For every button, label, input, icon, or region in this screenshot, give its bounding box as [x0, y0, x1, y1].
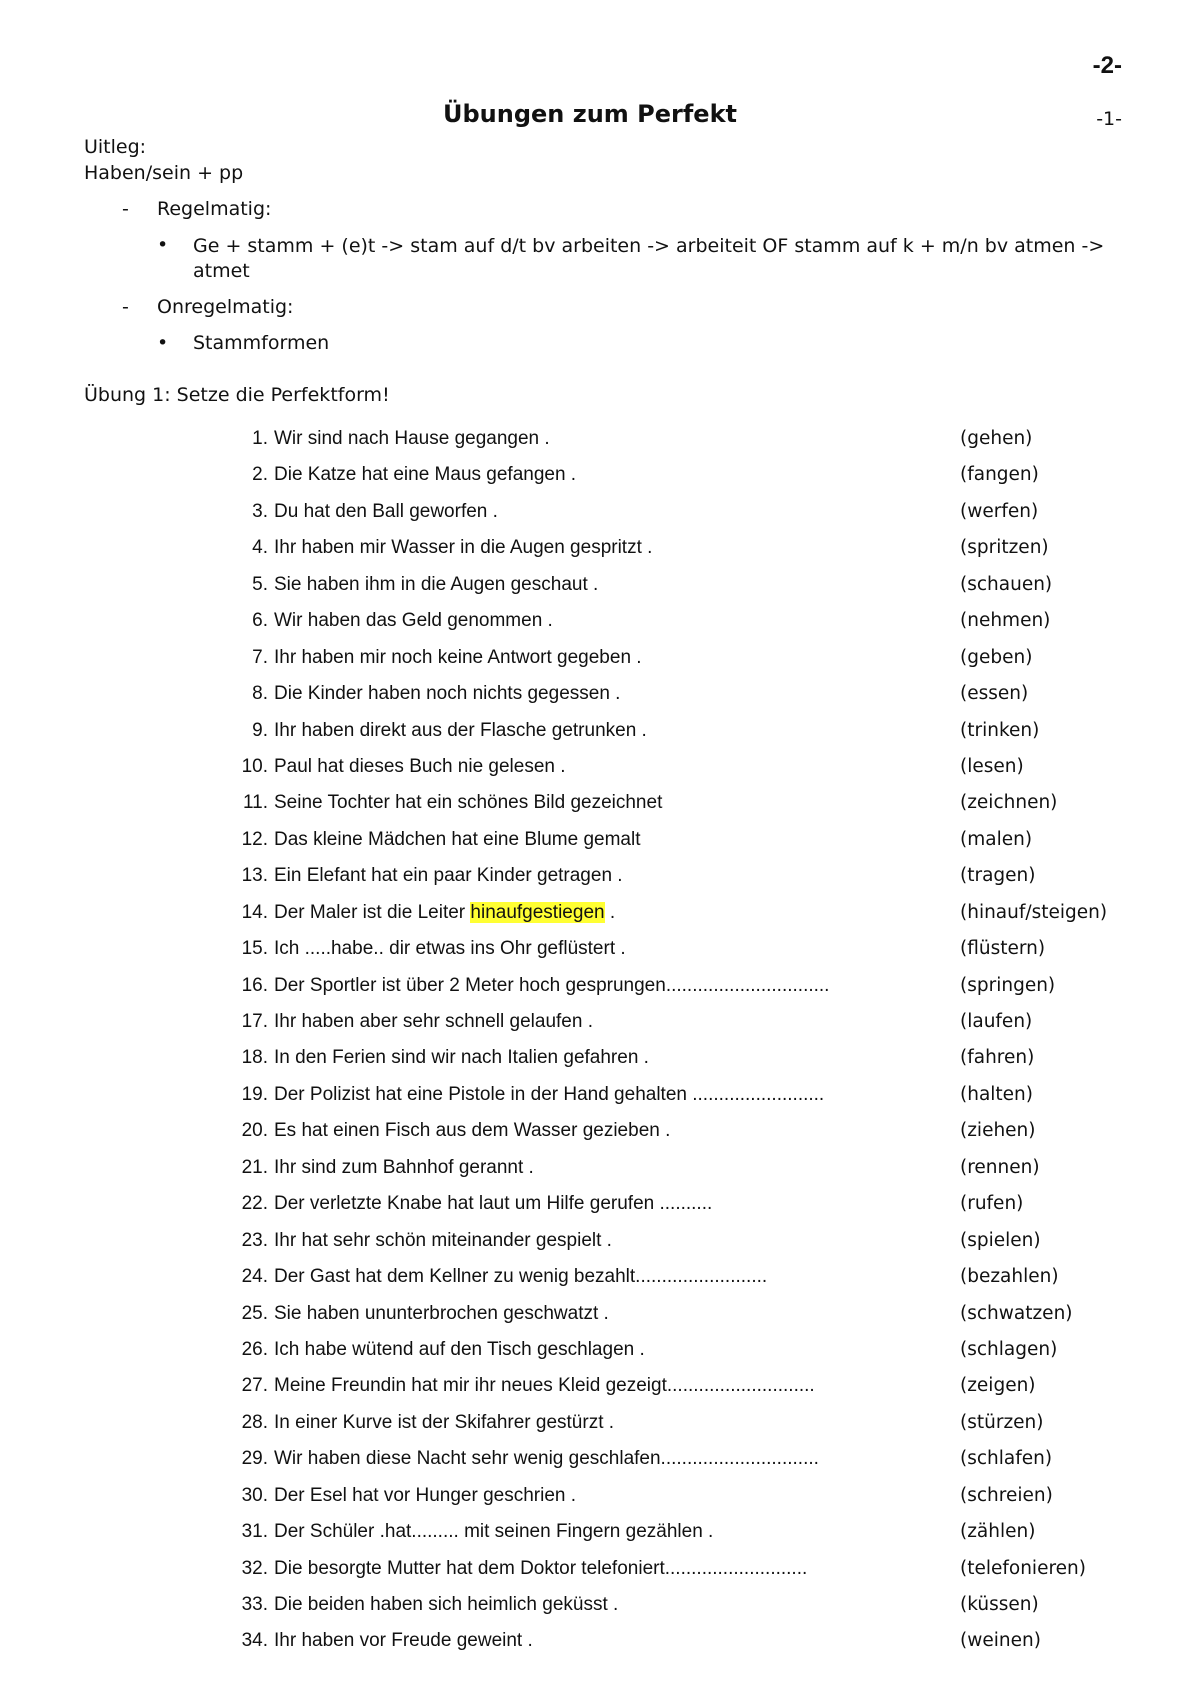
- item-infinitive: (fangen): [960, 464, 1039, 486]
- item-infinitive: (geben): [960, 646, 1033, 668]
- explanation-formula: Haben/sein + pp: [84, 162, 244, 184]
- list-item: [0, 1011, 1200, 1047]
- list-item: [0, 1084, 1200, 1120]
- item-sentence: In den Ferien sind wir nach Italien gefahren .: [274, 1047, 649, 1069]
- item-number: 9.: [252, 719, 268, 741]
- item-infinitive: (weinen): [960, 1630, 1041, 1652]
- item-number: 12.: [241, 828, 268, 850]
- irregular-label: Onregelmatig:: [157, 296, 294, 318]
- item-sentence: Seine Tochter hat ein schönes Bild gezeichnet: [274, 792, 663, 814]
- list-item: [0, 1193, 1200, 1229]
- item-number: 13.: [241, 865, 268, 887]
- item-sentence: Die Kinder haben noch nichts gegessen .: [274, 683, 621, 705]
- item-infinitive: (schlafen): [960, 1448, 1053, 1470]
- list-item: [0, 792, 1200, 828]
- item-infinitive: (spielen): [960, 1229, 1041, 1251]
- item-number: 6.: [252, 610, 268, 632]
- item-sentence: Ihr sind zum Bahnhof gerannt .: [274, 1156, 534, 1178]
- item-infinitive: (tragen): [960, 865, 1036, 887]
- regular-label: Regelmatig:: [157, 198, 272, 220]
- list-dash: -: [122, 198, 129, 220]
- list-item: [0, 829, 1200, 865]
- item-number: 29.: [241, 1448, 268, 1470]
- item-infinitive: (fahren): [960, 1047, 1035, 1069]
- item-number: 16.: [241, 974, 268, 996]
- list-item: [0, 610, 1200, 646]
- item-number: 4.: [252, 537, 268, 559]
- item-sentence: [274, 902, 954, 924]
- list-dash: -: [122, 296, 129, 318]
- item-infinitive: (halten): [960, 1083, 1033, 1105]
- item-number: 20.: [241, 1120, 268, 1142]
- item-sentence: Sie haben ununterbrochen geschwatzt .: [274, 1302, 609, 1324]
- list-item: [0, 501, 1200, 537]
- item-infinitive: (küssen): [960, 1594, 1039, 1615]
- list-item: [0, 683, 1200, 719]
- item-sentence: Es hat einen Fisch aus dem Wasser gezieben .: [274, 1120, 671, 1142]
- item-number: 24.: [241, 1266, 268, 1288]
- item-number: 18.: [241, 1047, 268, 1069]
- list-item: [0, 1375, 1200, 1411]
- item-number: 5.: [252, 573, 268, 595]
- item-infinitive: (ziehen): [960, 1120, 1036, 1142]
- item-sentence: Du hat den Ball geworfen .: [274, 500, 498, 522]
- page-title: Übungen zum Perfekt: [442, 100, 737, 128]
- list-item: [0, 756, 1200, 792]
- list-item: [0, 1630, 1200, 1666]
- item-number: 23.: [241, 1229, 268, 1251]
- list-item: [0, 1448, 1200, 1484]
- item-infinitive: (zählen): [960, 1521, 1036, 1543]
- item-number: 25.: [241, 1302, 268, 1324]
- item-number: 17.: [241, 1011, 268, 1032]
- item-number: 33.: [241, 1594, 268, 1615]
- item-sentence: Meine Freundin hat mir ihr neues Kleid gezeigt............................: [274, 1375, 815, 1397]
- item-infinitive: (rennen): [960, 1156, 1040, 1178]
- list-item: [0, 1521, 1200, 1557]
- item-number: 14.: [241, 901, 268, 923]
- item-sentence: Ihr haben vor Freude geweint .: [274, 1630, 533, 1652]
- item-sentence: Die beiden haben sich heimlich geküsst .: [274, 1594, 619, 1615]
- item-number: 7.: [252, 646, 268, 668]
- item-number: 28.: [241, 1411, 268, 1433]
- item-infinitive: (spritzen): [960, 537, 1049, 559]
- item-sentence: Ich habe wütend auf den Tisch geschlagen .: [274, 1338, 645, 1360]
- item-sentence: Paul hat dieses Buch nie gelesen .: [274, 755, 566, 777]
- item-infinitive: (werfen): [960, 500, 1039, 522]
- item-sentence: Ihr haben mir noch keine Antwort gegeben .: [274, 646, 642, 668]
- item-infinitive: (telefonieren): [960, 1557, 1086, 1579]
- item-sentence: Die besorgte Mutter hat dem Doktor telefoniert...........................: [274, 1557, 808, 1579]
- item-sentence: Wir haben diese Nacht sehr wenig geschlafen..............................: [274, 1448, 819, 1470]
- item-number: 2.: [252, 464, 268, 486]
- item-infinitive: (bezahlen): [960, 1266, 1059, 1288]
- item-infinitive: (essen): [960, 683, 1029, 705]
- item-infinitive: (stürzen): [960, 1411, 1044, 1433]
- list-item: [0, 938, 1200, 974]
- item-sentence: Ihr haben direkt aus der Flasche getrunken .: [274, 719, 647, 741]
- list-item: [0, 1047, 1200, 1083]
- sentence-text: .: [604, 901, 616, 923]
- item-number: 30.: [241, 1484, 268, 1506]
- list-item: [0, 1339, 1200, 1375]
- item-number: 3.: [252, 500, 268, 522]
- item-infinitive: (trinken): [960, 719, 1040, 741]
- item-number: 22.: [241, 1193, 268, 1215]
- page-number-top: -2-: [1092, 52, 1122, 79]
- item-sentence: Ihr hat sehr schön miteinander gespielt .: [274, 1229, 612, 1251]
- list-item: [0, 1594, 1200, 1630]
- item-sentence: Der Esel hat vor Hunger geschrien .: [274, 1484, 577, 1506]
- item-infinitive: (laufen): [960, 1011, 1033, 1032]
- list-item: [0, 865, 1200, 901]
- item-number: 27.: [241, 1375, 268, 1397]
- item-sentence: In einer Kurve ist der Skifahrer gestürzt .: [274, 1411, 615, 1433]
- highlighted-answer: hinaufgestiegen: [470, 901, 605, 923]
- item-infinitive: (malen): [960, 828, 1033, 850]
- list-item: [0, 1303, 1200, 1339]
- item-sentence: Der Gast hat dem Kellner zu wenig bezahlt.........................: [274, 1266, 768, 1288]
- list-item: [0, 574, 1200, 610]
- item-infinitive: (schlagen): [960, 1338, 1058, 1360]
- item-infinitive: (nehmen): [960, 610, 1051, 632]
- item-infinitive: (zeichnen): [960, 792, 1058, 814]
- item-number: 34.: [241, 1630, 268, 1652]
- explanation-heading: Uitleg:: [84, 136, 147, 158]
- item-sentence: Der verletzte Knabe hat laut um Hilfe gerufen ..........: [274, 1193, 713, 1215]
- item-number: 32.: [241, 1557, 268, 1579]
- item-sentence: Der Schüler .hat......... mit seinen Fingern gezählen .: [274, 1521, 714, 1543]
- sentence-text: Der Maler ist die Leiter: [274, 901, 471, 923]
- list-item: [0, 1266, 1200, 1302]
- exercise-list: [0, 428, 1200, 1667]
- item-infinitive: (rufen): [960, 1193, 1024, 1215]
- item-number: 11.: [242, 792, 268, 814]
- item-sentence: Ein Elefant hat ein paar Kinder getragen .: [274, 865, 623, 887]
- item-sentence: Die Katze hat eine Maus gefangen .: [274, 464, 577, 486]
- bullet-icon: •: [157, 332, 169, 354]
- list-item: [0, 537, 1200, 573]
- exercise-heading: Übung 1: Setze die Perfektform!: [84, 384, 390, 406]
- item-number: 1.: [252, 428, 268, 449]
- item-sentence: Sie haben ihm in die Augen geschaut .: [274, 573, 599, 595]
- regular-rule: Ge + stamm + (e)t -> stam auf d/t bv arbeiten -> arbeiteit OF stamm auf k + m/n bv atmen -> atmet: [193, 235, 1105, 282]
- item-number: 10.: [241, 755, 268, 777]
- item-number: 31.: [241, 1521, 268, 1543]
- item-infinitive: (gehen): [960, 428, 1033, 449]
- item-sentence: Das kleine Mädchen hat eine Blume gemalt: [274, 828, 641, 850]
- list-item: [0, 1558, 1200, 1594]
- item-sentence: Der Sportler ist über 2 Meter hoch gesprungen...............................: [274, 974, 830, 996]
- item-sentence: Wir sind nach Hause gegangen .: [274, 428, 550, 449]
- item-number: 15.: [241, 938, 268, 960]
- item-infinitive: (springen): [960, 974, 1056, 996]
- item-infinitive: (flüstern): [960, 938, 1046, 960]
- item-sentence: Ich .....habe.. dir etwas ins Ohr geflüstert .: [274, 938, 626, 960]
- item-infinitive: (zeigen): [960, 1375, 1036, 1397]
- item-number: 21.: [241, 1156, 268, 1178]
- list-item: [0, 1230, 1200, 1266]
- item-sentence: Wir haben das Geld genommen .: [274, 610, 553, 632]
- list-item: [0, 1120, 1200, 1156]
- item-sentence: Der Polizist hat eine Pistole in der Hand gehalten .........................: [274, 1083, 825, 1105]
- list-item: [0, 1485, 1200, 1521]
- irregular-rule: Stammformen: [193, 332, 330, 354]
- item-sentence: Ihr haben aber sehr schnell gelaufen .: [274, 1011, 593, 1032]
- item-infinitive: (hinauf/steigen): [960, 901, 1108, 923]
- bullet-icon: •: [157, 234, 169, 256]
- list-item: [0, 464, 1200, 500]
- item-infinitive: (lesen): [960, 755, 1024, 777]
- item-sentence: Ihr haben mir Wasser in die Augen gespritzt .: [274, 537, 653, 559]
- list-item: [0, 720, 1200, 756]
- list-item: [0, 1412, 1200, 1448]
- list-item: [0, 1157, 1200, 1193]
- item-infinitive: (schauen): [960, 573, 1053, 595]
- item-infinitive: (schwatzen): [960, 1302, 1073, 1324]
- list-item: [0, 428, 1200, 464]
- item-number: 19.: [241, 1083, 268, 1105]
- item-number: 8.: [252, 683, 268, 705]
- list-item: [0, 647, 1200, 683]
- item-number: 26.: [241, 1338, 268, 1360]
- item-infinitive: (schreien): [960, 1484, 1053, 1506]
- page-number-sub: -1-: [1096, 108, 1122, 130]
- list-item: [0, 975, 1200, 1011]
- list-item: [0, 902, 1200, 938]
